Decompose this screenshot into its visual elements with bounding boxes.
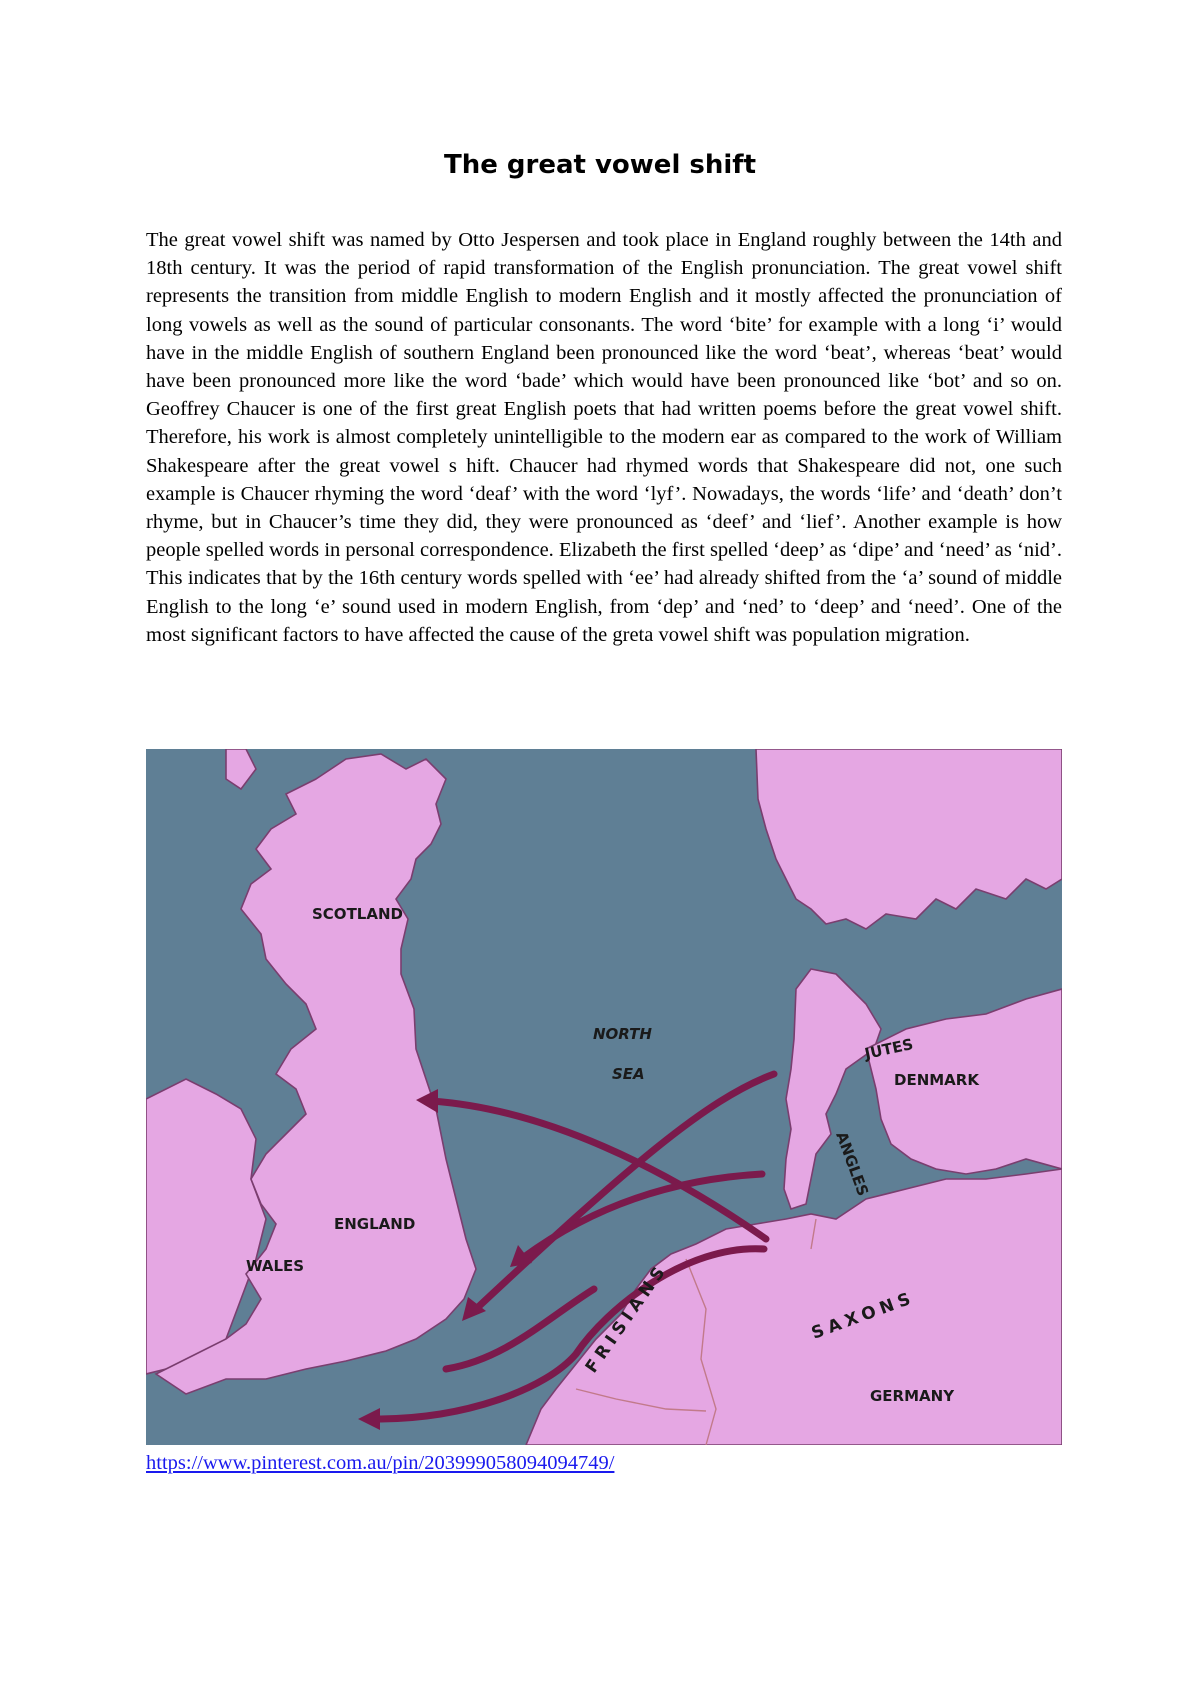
label-saxons: SAXONS [808, 1287, 918, 1344]
map-isle-northwest [226, 749, 256, 789]
source-link[interactable]: https://www.pinterest.com.au/pin/203999058094094749/ [146, 1452, 615, 1474]
label-north: NORTH [593, 1025, 652, 1043]
label-sea: SEA [612, 1065, 645, 1083]
label-frisians: FRISIANS [581, 1259, 673, 1377]
page-title: The great vowel shift [443, 150, 757, 180]
migration-arrowhead-4 [358, 1408, 380, 1430]
migration-map-svg [146, 749, 1062, 1445]
label-germany: GERMANY [870, 1387, 955, 1405]
label-angles: ANGLES [832, 1129, 873, 1199]
migration-map [146, 749, 1062, 1445]
map-jutland [784, 969, 881, 1209]
label-denmark: DENMARK [894, 1071, 979, 1089]
label-jutes: JUTES [863, 1035, 915, 1063]
label-scotland: SCOTLAND [312, 905, 403, 923]
map-scandinavia [756, 749, 1062, 929]
label-england: ENGLAND [334, 1215, 416, 1233]
label-wales: WALES [246, 1257, 305, 1275]
body-paragraph: The great vowel shift was named by Otto Jespersen and took place in England roughly between the 14th and 18th century. It was the period of rapid transformation of the English pronunciation. The great vowel shift represents the transition from middle English to modern English and it mostly affected the pronunciation of long vowels as well as the sound of particular consonants. The word ‘bite’ for example with a long ‘i’ would have in the middle English of southern England been pronounced like the word ‘beat’, whereas ‘beat’ would have been pronounced more like the word ‘bade’ which would have been pronounced like ‘bot’ and so on. Geoffrey Chaucer is one of the first great English poets that had written poems before the great vowel shift. Therefore, his work is almost completely unintelligible to the modern ear as compared to the work of William Shakespeare after the great vowel s hift. Chaucer had rhymed words that Shakespeare did not, one such example is Chaucer rhyming the word ‘deaf’ with the word ‘lyf’. Nowadays, the words ‘life’ and ‘death’ don’t rhyme, but in Chaucer’s time they did, they were pronounced as ‘deef’ and ‘lief’. Another example is how people spelled words in personal correspondence. Elizabeth the first spelled ‘deep’ as ‘dipe’ and ‘need’ as ‘nid’. This indicates that by the 16th century words spelled with ‘ee’ had already shifted from the ‘a’ sound of middle English to the long ‘e’ sound used in modern English, from ‘dep’ and ‘ned’ to ‘deep’ and ‘need’. One of the most significant factors to have affected the cause of the greta vowel shift was population migration. [146, 229, 1062, 646]
migration-arrow-2 [431, 1101, 766, 1239]
